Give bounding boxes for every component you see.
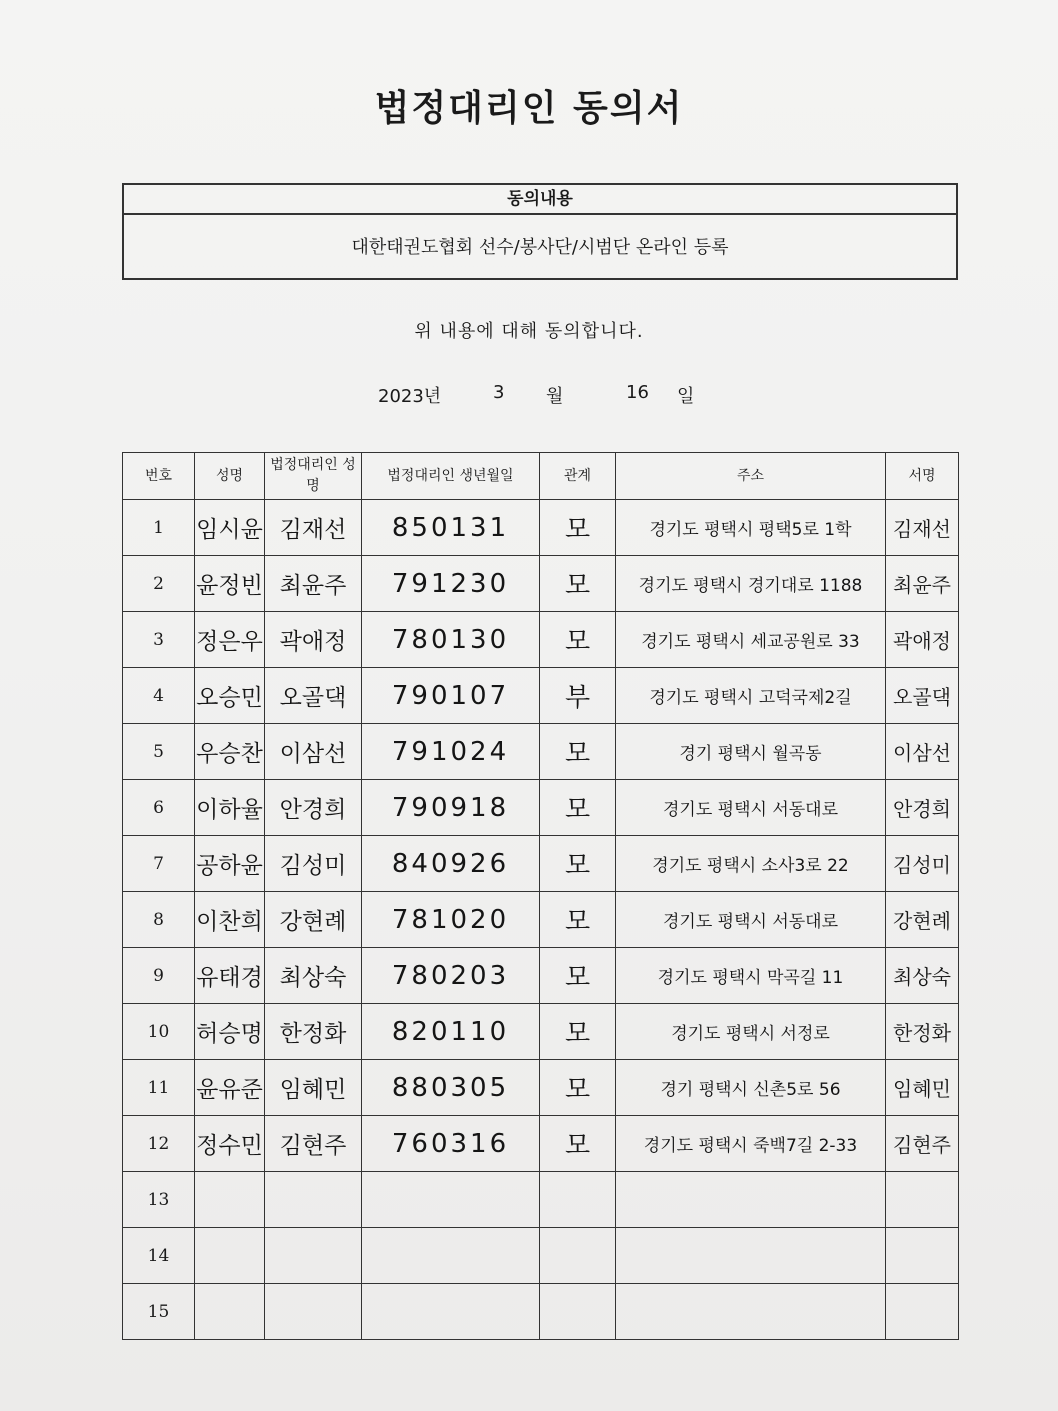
cell-student-name: 우승찬 [195,724,265,780]
cell-no: 10 [123,1004,195,1060]
cell-signature: 최상숙 [886,948,959,1004]
cell-guardian-name: 곽애정 [265,612,362,668]
cell-guardian-birth: 791024 [362,724,540,780]
cell-signature: 김현주 [886,1116,959,1172]
cell-signature: 김재선 [886,500,959,556]
cell-guardian-name: 최윤주 [265,556,362,612]
table-row [123,1004,959,1060]
cell-guardian-birth: 790107 [362,668,540,724]
table-header-row [123,453,959,500]
guardian-roster-table [122,452,959,1340]
cell-address: 경기도 평택시 죽백7길 2-33 [616,1116,886,1172]
table-row [123,1172,959,1228]
cell-guardian-name: 강현례 [265,892,362,948]
cell-address: 경기도 평택시 세교공원로 33 [616,612,886,668]
cell-guardian-name [265,1284,362,1340]
cell-signature [886,1228,959,1284]
header-guardian-name: 법정대리인 성명 [265,453,362,500]
cell-guardian-name: 김재선 [265,500,362,556]
cell-address: 경기도 평택시 서동대로 [616,892,886,948]
cell-signature: 곽애정 [886,612,959,668]
cell-student-name: 이하율 [195,780,265,836]
cell-address: 경기도 평택시 서정로 [616,1004,886,1060]
cell-guardian-birth: 820110 [362,1004,540,1060]
header-name: 성명 [195,453,265,500]
table-row [123,612,959,668]
cell-guardian-name: 오골댁 [265,668,362,724]
cell-relation: 모 [540,892,616,948]
cell-relation: 모 [540,780,616,836]
cell-no: 3 [123,612,195,668]
header-signature: 서명 [886,453,959,500]
cell-guardian-birth: 781020 [362,892,540,948]
table-row [123,668,959,724]
cell-guardian-name: 안경희 [265,780,362,836]
cell-no: 6 [123,780,195,836]
cell-guardian-name: 한정화 [265,1004,362,1060]
header-no: 번호 [123,453,195,500]
cell-address: 경기도 평택시 소사3로 22 [616,836,886,892]
date-year: 2023년 [378,386,442,407]
cell-student-name [195,1172,265,1228]
cell-no: 11 [123,1060,195,1116]
cell-signature: 강현례 [886,892,959,948]
cell-address [616,1228,886,1284]
consent-content-body: 대한태권도협회 선수/봉사단/시범단 온라인 등록 [351,237,729,258]
cell-guardian-birth: 850131 [362,500,540,556]
cell-no: 5 [123,724,195,780]
table-row [123,836,959,892]
cell-address [616,1172,886,1228]
cell-student-name [195,1228,265,1284]
cell-address: 경기도 평택시 고덕국제2길 [616,668,886,724]
cell-guardian-name: 김성미 [265,836,362,892]
consent-content-header: 동의내용 [124,185,956,215]
cell-guardian-birth: 790918 [362,780,540,836]
date-month: 3 [493,382,505,403]
cell-no: 4 [123,668,195,724]
cell-relation: 모 [540,836,616,892]
table-row [123,892,959,948]
cell-relation: 모 [540,1004,616,1060]
cell-student-name: 윤유준 [195,1060,265,1116]
cell-relation [540,1172,616,1228]
cell-signature [886,1284,959,1340]
cell-student-name [195,1284,265,1340]
table-row [123,1284,959,1340]
cell-student-name: 정은우 [195,612,265,668]
cell-student-name: 유태경 [195,948,265,1004]
cell-address: 경기도 평택시 막곡길 11 [616,948,886,1004]
cell-guardian-name [265,1228,362,1284]
cell-address: 경기도 평택시 서동대로 [616,780,886,836]
cell-signature [886,1172,959,1228]
cell-relation: 부 [540,668,616,724]
cell-relation: 모 [540,1060,616,1116]
cell-guardian-name: 김현주 [265,1116,362,1172]
cell-no: 2 [123,556,195,612]
cell-no: 12 [123,1116,195,1172]
table-row [123,556,959,612]
cell-student-name: 허승명 [195,1004,265,1060]
cell-relation [540,1228,616,1284]
agreement-statement: 위 내용에 대해 동의합니다. [414,321,644,342]
table-row [123,948,959,1004]
cell-no: 7 [123,836,195,892]
cell-guardian-birth [362,1172,540,1228]
cell-guardian-birth: 840926 [362,836,540,892]
table-row [123,1116,959,1172]
cell-no: 14 [123,1228,195,1284]
cell-relation: 모 [540,500,616,556]
cell-student-name: 오승민 [195,668,265,724]
cell-guardian-birth [362,1228,540,1284]
cell-no: 8 [123,892,195,948]
cell-no: 15 [123,1284,195,1340]
cell-guardian-name: 최상숙 [265,948,362,1004]
cell-signature: 임혜민 [886,1060,959,1116]
header-relation: 관계 [540,453,616,500]
consent-content-box [122,183,958,280]
table-row [123,500,959,556]
date-day-unit: 일 [677,386,695,407]
cell-no: 1 [123,500,195,556]
cell-relation [540,1284,616,1340]
cell-signature: 이삼선 [886,724,959,780]
cell-student-name: 정수민 [195,1116,265,1172]
cell-guardian-birth: 760316 [362,1116,540,1172]
cell-address: 경기도 평택시 경기대로 1188 [616,556,886,612]
signing-date [0,380,1058,408]
cell-signature: 오골댁 [886,668,959,724]
document-title: 법정대리인 동의서 [374,88,684,129]
cell-address: 경기도 평택시 평택5로 1학 [616,500,886,556]
cell-relation: 모 [540,948,616,1004]
cell-student-name: 윤정빈 [195,556,265,612]
cell-guardian-birth: 780130 [362,612,540,668]
cell-guardian-birth: 780203 [362,948,540,1004]
cell-student-name: 이찬희 [195,892,265,948]
date-day: 16 [626,382,649,403]
table-row [123,780,959,836]
header-guardian-birth: 법정대리인 생년월일 [362,453,540,500]
cell-relation: 모 [540,724,616,780]
cell-signature: 안경희 [886,780,959,836]
table-body [123,500,959,1340]
cell-student-name: 임시윤 [195,500,265,556]
cell-guardian-name: 이삼선 [265,724,362,780]
cell-relation: 모 [540,1116,616,1172]
table-row [123,1060,959,1116]
cell-guardian-birth [362,1284,540,1340]
cell-signature: 김성미 [886,836,959,892]
cell-no: 9 [123,948,195,1004]
cell-address: 경기 평택시 월곡동 [616,724,886,780]
cell-no: 13 [123,1172,195,1228]
cell-signature: 한정화 [886,1004,959,1060]
cell-address: 경기 평택시 신촌5로 56 [616,1060,886,1116]
header-address: 주소 [616,453,886,500]
cell-student-name: 공하윤 [195,836,265,892]
table-row [123,724,959,780]
cell-relation: 모 [540,612,616,668]
date-month-unit: 월 [546,386,564,407]
cell-guardian-name [265,1172,362,1228]
cell-signature: 최윤주 [886,556,959,612]
cell-guardian-name: 임혜민 [265,1060,362,1116]
cell-address [616,1284,886,1340]
cell-guardian-birth: 791230 [362,556,540,612]
table-row [123,1228,959,1284]
cell-relation: 모 [540,556,616,612]
cell-guardian-birth: 880305 [362,1060,540,1116]
